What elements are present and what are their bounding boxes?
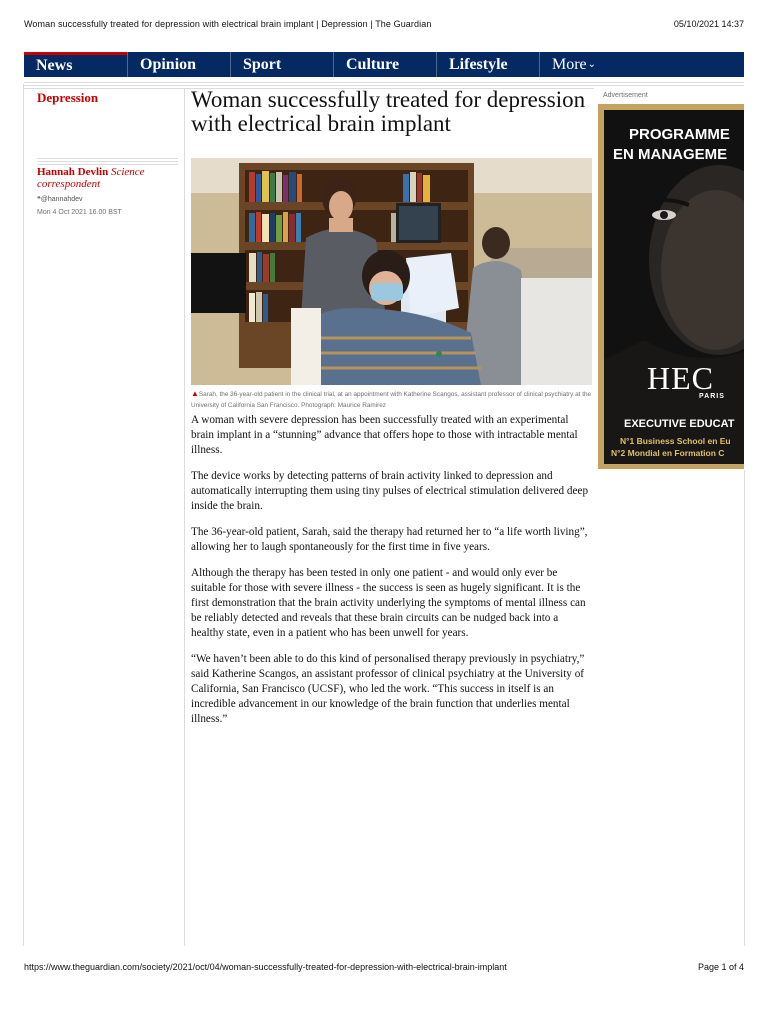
divider xyxy=(184,88,185,946)
print-header xyxy=(24,19,744,33)
ad-portrait-image xyxy=(604,110,744,464)
photo-caption xyxy=(191,388,592,411)
ad-brand-logo: HEC xyxy=(647,360,714,396)
nav-more-button[interactable] xyxy=(539,52,744,77)
nav-item-news[interactable]: News xyxy=(24,52,127,77)
nav-item-culture[interactable]: Culture xyxy=(333,52,436,77)
twitter-handle[interactable] xyxy=(37,195,83,203)
article-body xyxy=(191,413,591,738)
nav-item-opinion[interactable]: Opinion xyxy=(127,52,230,77)
author-link[interactable]: Hannah Devlin xyxy=(37,166,109,178)
ad-tagline: EXECUTIVE EDUCAT xyxy=(624,418,735,430)
twitter-handle-text: @hannahdev xyxy=(40,196,83,203)
twitter-icon: ❝ xyxy=(37,196,41,203)
nav-more-label: More xyxy=(552,56,587,73)
caption-text: Sarah, the 36-year-old patient in the clinical trial, at an appointment with Katherine Scangos, assistant professor of clinical psychiatry at the University of California San Francisco. Photograph: Maurice Ramirez xyxy=(191,391,592,409)
section-link[interactable]: Depression xyxy=(37,90,99,105)
ad-headline-1: PROGRAMME xyxy=(629,126,730,143)
headline: Woman successfully treated for depression with electrical brain implant xyxy=(191,87,586,136)
chevron-down-icon: ⌄ xyxy=(587,59,597,70)
advertisement-banner[interactable] xyxy=(598,104,744,469)
print-footer xyxy=(24,962,744,976)
primary-nav xyxy=(24,52,744,77)
ad-rank-1: N°1 Business School en Eu xyxy=(620,436,731,446)
print-datetime: 05/10/2021 14:37 xyxy=(673,19,744,29)
body-paragraph: Although the therapy has been tested in only one patient - and would only ever be suitable for those with severe illness - the success is seen as hugely significant. It is the first demonstration that the brain activity underlying the symptoms of mental illness can be reliably detected and reveals that these brain circuits can be nudged back into a healthy state, even in a patient who has been unwell for years. xyxy=(191,567,586,639)
divider xyxy=(24,85,744,86)
photo-illustration xyxy=(191,158,592,385)
page-number: Page 1 of 4 xyxy=(697,962,744,972)
divider xyxy=(744,470,745,946)
ad-brand-sub: PARIS xyxy=(699,393,725,400)
print-page-title: Woman successfully treated for depression with electrical brain implant | Depression | The Guardian xyxy=(24,19,432,29)
article-photo xyxy=(191,158,592,385)
ad-rank-2: N°2 Mondial en Formation C xyxy=(611,448,725,458)
divider xyxy=(23,84,24,946)
body-paragraph: A woman with severe depression has been successfully treated with an experimental brain implant in a “stunning” advance that offers hope to those with intractable mental illness. xyxy=(191,414,578,456)
nav-item-sport[interactable]: Sport xyxy=(230,52,333,77)
caption-triangle-icon: ▲ xyxy=(191,389,199,398)
body-paragraph: The device works by detecting patterns of brain activity linked to depression and automatically interrupting them using tiny pulses of electrical stimulation delivered deep inside the brain. xyxy=(191,470,589,512)
body-paragraph: The 36-year-old patient, Sarah, said the therapy had returned her to “a life worth living”, allowing her to laugh spontaneously for the first time in five years. xyxy=(191,526,588,553)
ad-label: Advertisement xyxy=(603,92,648,99)
divider xyxy=(24,82,744,83)
body-paragraph: “We haven’t been able to do this kind of personalised therapy previously in psychiatry,” said Katherine Scangos, an assistant professor of clinical psychiatry at the University of California, San Francisco (UCSF), who led the work. “This success in itself is an incredible advancement in our knowledge of the brain function that underlies mental illness.” xyxy=(191,653,585,725)
ad-headline-2: EN MANAGEME xyxy=(613,146,728,163)
nav-item-lifestyle[interactable]: Lifestyle xyxy=(436,52,539,77)
ad-creative xyxy=(604,110,744,464)
published-date: Mon 4 Oct 2021 16.00 BST xyxy=(37,209,122,216)
author-role: Science correspondent xyxy=(37,166,145,190)
page-url: https://www.theguardian.com/society/2021/oct/04/woman-successfully-treated-for-depression-with-electrical-brain-implant xyxy=(24,962,507,972)
byline xyxy=(37,166,182,190)
